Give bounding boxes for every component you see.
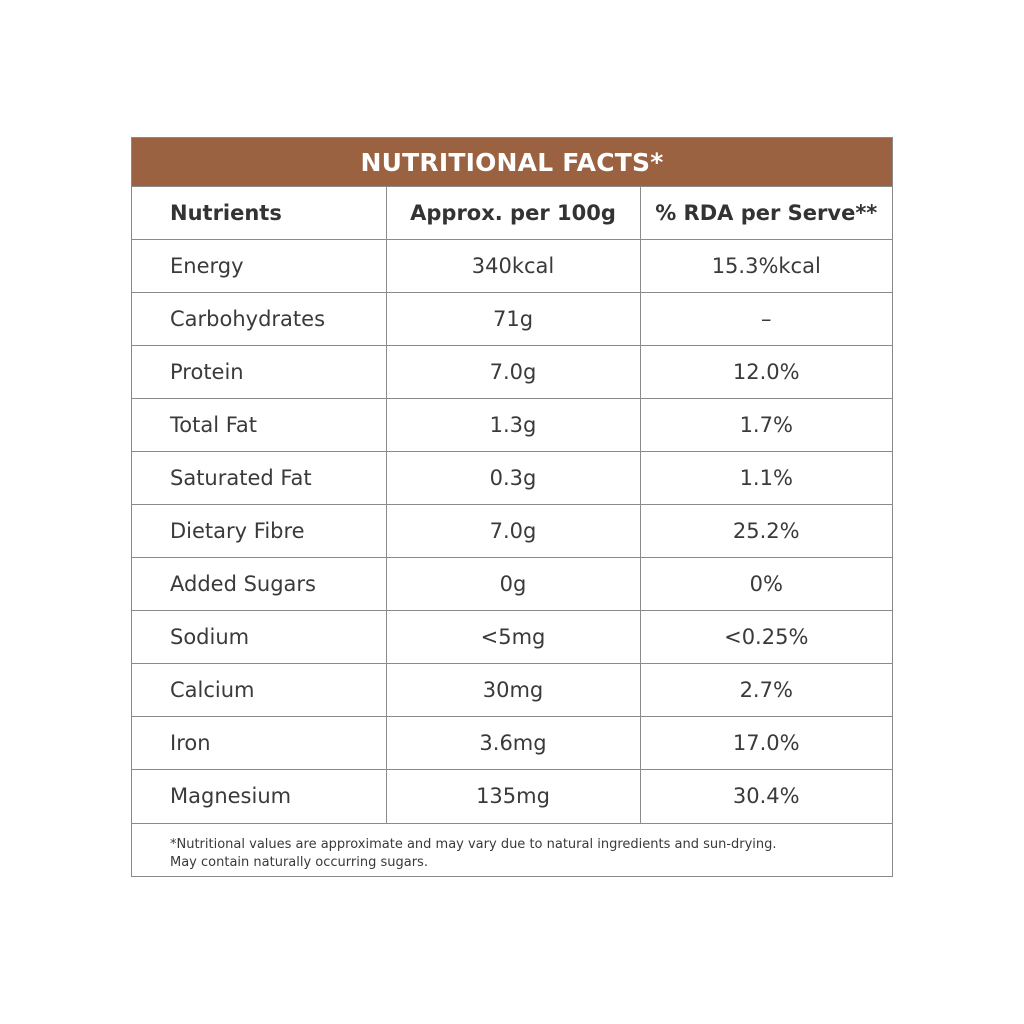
amount-per-100g: 0g bbox=[386, 558, 640, 611]
footnote-line-approximate: *Nutritional values are approximate and may vary due to natural ingredients and sun-drying. bbox=[170, 836, 777, 852]
amount-per-100g: 340kcal bbox=[386, 240, 640, 293]
amount-per-100g: 3.6mg bbox=[386, 717, 640, 770]
amount-per-100g: 7.0g bbox=[386, 505, 640, 558]
rda-percent: – bbox=[640, 293, 892, 346]
amount-per-100g: 0.3g bbox=[386, 452, 640, 505]
amount-per-100g: <5mg bbox=[386, 611, 640, 664]
table-row bbox=[132, 346, 892, 399]
nutrient-name: Calcium bbox=[132, 664, 386, 717]
table-row bbox=[132, 611, 892, 664]
rda-percent: 12.0% bbox=[640, 346, 892, 399]
table-row bbox=[132, 770, 892, 823]
nutrient-name: Saturated Fat bbox=[132, 452, 386, 505]
nutrition-table bbox=[132, 186, 892, 823]
rda-percent: 1.7% bbox=[640, 399, 892, 452]
table-row bbox=[132, 399, 892, 452]
nutrient-name: Total Fat bbox=[132, 399, 386, 452]
rda-percent: <0.25% bbox=[640, 611, 892, 664]
footnote-line-sugars: May contain naturally occurring sugars. bbox=[170, 854, 428, 870]
footnote bbox=[132, 823, 892, 876]
nutrient-name: Sodium bbox=[132, 611, 386, 664]
nutrient-name: Protein bbox=[132, 346, 386, 399]
amount-per-100g: 135mg bbox=[386, 770, 640, 823]
amount-per-100g: 7.0g bbox=[386, 346, 640, 399]
table-row bbox=[132, 452, 892, 505]
nutrition-facts-panel bbox=[131, 137, 893, 877]
table-row bbox=[132, 717, 892, 770]
column-header-nutrients: Nutrients bbox=[132, 187, 386, 240]
rda-percent: 2.7% bbox=[640, 664, 892, 717]
amount-per-100g: 1.3g bbox=[386, 399, 640, 452]
nutrient-name: Added Sugars bbox=[132, 558, 386, 611]
column-header-rda: % RDA per Serve** bbox=[640, 187, 892, 240]
column-header-per-100g: Approx. per 100g bbox=[386, 187, 640, 240]
table-row bbox=[132, 664, 892, 717]
rda-percent: 30.4% bbox=[640, 770, 892, 823]
table-row bbox=[132, 505, 892, 558]
amount-per-100g: 71g bbox=[386, 293, 640, 346]
nutrient-name: Iron bbox=[132, 717, 386, 770]
table-row bbox=[132, 558, 892, 611]
nutrient-name: Carbohydrates bbox=[132, 293, 386, 346]
table-header-row bbox=[132, 187, 892, 240]
nutrient-name: Dietary Fibre bbox=[132, 505, 386, 558]
table-row bbox=[132, 240, 892, 293]
nutrient-name: Magnesium bbox=[132, 770, 386, 823]
amount-per-100g: 30mg bbox=[386, 664, 640, 717]
table-row bbox=[132, 293, 892, 346]
nutrient-name: Energy bbox=[132, 240, 386, 293]
rda-percent: 15.3%kcal bbox=[640, 240, 892, 293]
rda-percent: 1.1% bbox=[640, 452, 892, 505]
panel-title: NUTRITIONAL FACTS* bbox=[132, 138, 892, 186]
rda-percent: 17.0% bbox=[640, 717, 892, 770]
rda-percent: 0% bbox=[640, 558, 892, 611]
rda-percent: 25.2% bbox=[640, 505, 892, 558]
